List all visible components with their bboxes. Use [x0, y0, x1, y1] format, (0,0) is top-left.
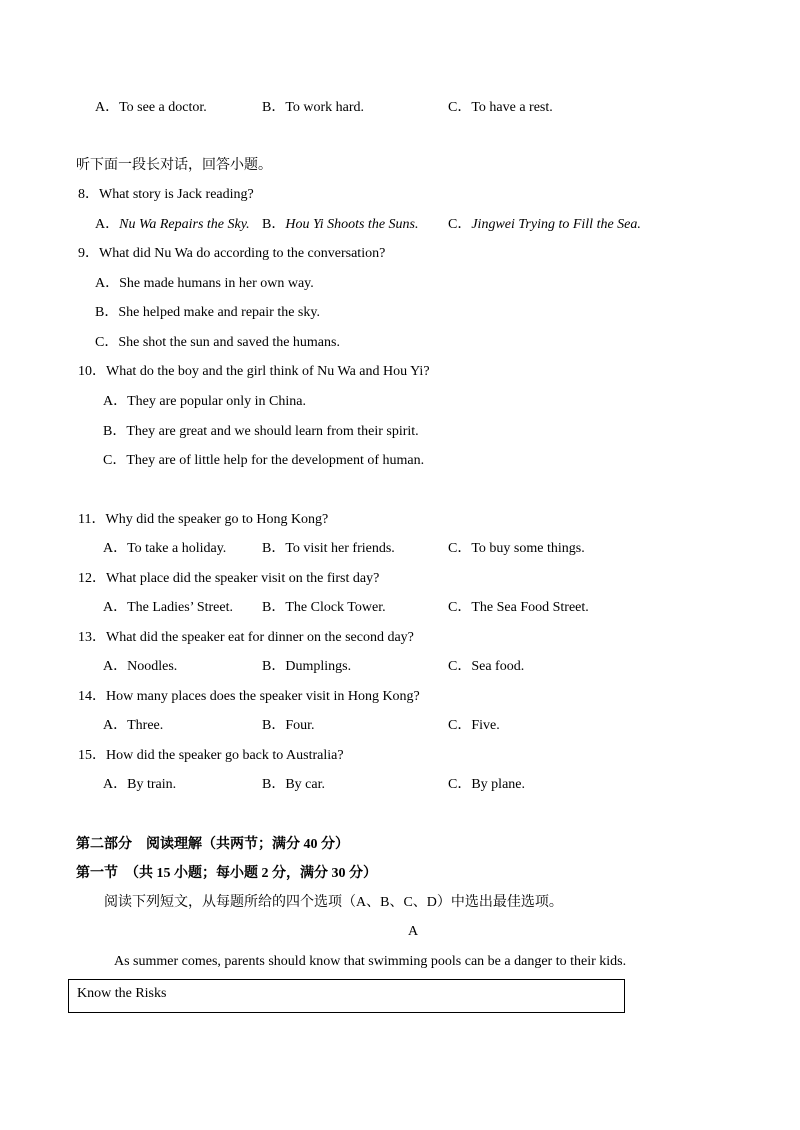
know-the-risks-box — [68, 979, 625, 1013]
question-14-option-b: B．Four. — [262, 718, 315, 733]
question-10-option-b: B．They are great and we should learn from their spirit. — [103, 424, 419, 439]
question-13-stem: 13．What did the speaker eat for dinner on the second day? — [78, 630, 414, 645]
question-10-option-c: C．They are of little help for the development of human. — [103, 453, 425, 468]
question-12-option-a: A．The Ladies’ Street. — [103, 600, 233, 615]
question-9-option-b: B．She helped make and repair the sky. — [95, 305, 320, 320]
question-14-stem: 14．How many places does the speaker visit in Hong Kong? — [78, 689, 420, 704]
question-11-stem: 11．Why did the speaker go to Hong Kong? — [78, 512, 329, 527]
question-8-stem: 8．What story is Jack reading? — [78, 187, 254, 202]
question-10-stem: 10．What do the boy and the girl think of Nu Wa and Hou Yi? — [78, 364, 430, 379]
question-9-option-a: A．She made humans in her own way. — [95, 276, 314, 291]
question-15-stem: 15．How did the speaker go back to Australia? — [78, 748, 344, 763]
question-15-option-a: A．By train. — [103, 777, 177, 792]
part-2-heading: 第二部分 阅读理解（共两节；满分 40 分） — [76, 837, 349, 852]
long-dialogue-instruction: 听下面一段长对话，回答小题。 — [76, 158, 272, 173]
question-11-option-c: C．To buy some things. — [448, 541, 585, 556]
question-12-option-c: C．The Sea Food Street. — [448, 600, 589, 615]
question-9-stem: 9．What did Nu Wa do according to the conversation? — [78, 246, 386, 261]
question-14-option-a: A．Three. — [103, 718, 164, 733]
question-15-option-b: B．By car. — [262, 777, 325, 792]
question-8-option-b: B．Hou Yi Shoots the Suns. — [262, 217, 419, 232]
question-8-option-c: C．Jingwei Trying to Fill the Sea. — [448, 217, 641, 232]
question-10-option-a: A．They are popular only in China. — [103, 394, 306, 409]
question-14-option-c: C．Five. — [448, 718, 500, 733]
question-13-option-c: C．Sea food. — [448, 659, 525, 674]
question-15-option-c: C．By plane. — [448, 777, 525, 792]
reading-instruction: 阅读下列短文，从每题所给的四个选项（A、B、C、D）中选出最佳选项。 — [104, 895, 563, 910]
question-9-option-c: C．She shot the sun and saved the humans. — [95, 335, 340, 350]
question-11-option-a: A．To take a holiday. — [103, 541, 227, 556]
passage-intro: As summer comes, parents should know that swimming pools can be a danger to their kids. — [114, 954, 627, 969]
question-12-stem: 12．What place did the speaker visit on the first day? — [78, 571, 380, 586]
question-13-option-b: B．Dumplings. — [262, 659, 352, 674]
question-13-option-a: A．Noodles. — [103, 659, 178, 674]
passage-label: A — [408, 924, 419, 939]
question-12-option-b: B．The Clock Tower. — [262, 600, 386, 615]
question-11-option-b: B．To visit her friends. — [262, 541, 395, 556]
q7-option-b: B．To work hard. — [262, 100, 365, 115]
section-1-heading: 第一节 （共 15 小题；每小题 2 分，满分 30 分） — [76, 866, 377, 881]
question-8-option-a: A．Nu Wa Repairs the Sky. — [95, 217, 250, 232]
q7-option-a: A．To see a doctor. — [95, 100, 207, 115]
q7-option-c: C．To have a rest. — [448, 100, 553, 115]
box-title: Know the Risks — [77, 986, 167, 1001]
